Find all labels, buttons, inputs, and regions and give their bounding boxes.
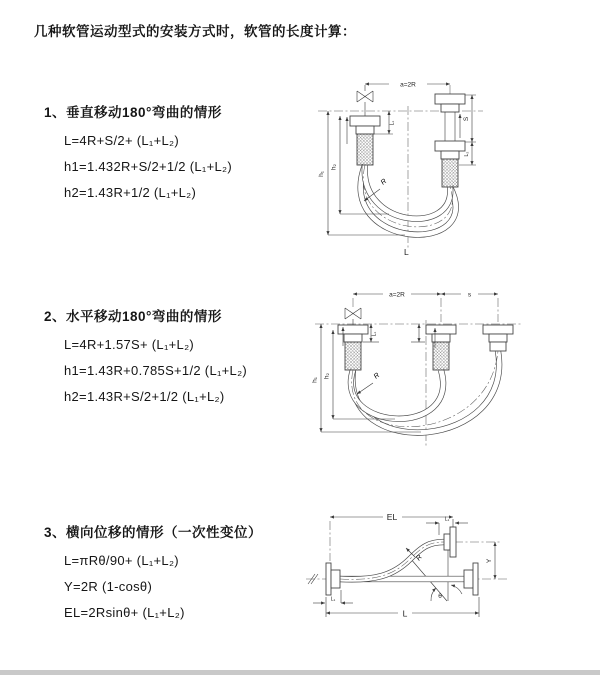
left-flange <box>326 563 340 595</box>
centerlines <box>315 298 521 447</box>
section-2 <box>44 305 247 410</box>
dim-s <box>441 292 498 299</box>
diagram-lateral-displacement <box>298 497 513 645</box>
section-1-heading: 1、垂直移动180°弯曲的情形 <box>44 105 222 120</box>
page-title: 几种软管运动型式的安装方式时，软管的长度计算： <box>34 24 356 39</box>
braided-hose-section <box>357 134 373 165</box>
valve-icon <box>357 91 373 102</box>
formula-h2: h2=1.43R+1/2 (L₁+L₂) <box>64 185 197 200</box>
formula-y: Y=2R (1-cosθ) <box>64 579 153 594</box>
left-pipe <box>350 85 380 165</box>
braided-hose-section <box>345 342 361 370</box>
svg-text:h₂: h₂ <box>330 163 338 171</box>
svg-text:L₁: L₁ <box>330 596 336 603</box>
section-2-formulas <box>64 332 247 410</box>
svg-text:L₁: L₁ <box>371 331 378 337</box>
svg-text:L₁: L₁ <box>389 120 396 126</box>
braided-hose-section <box>442 159 458 187</box>
svg-text:h₂: h₂ <box>323 372 331 380</box>
formula-l: L=4R+S/2+ (L₁+L₂) <box>64 133 179 148</box>
middle-pipe <box>426 325 456 370</box>
svg-text:L₂: L₂ <box>464 151 470 157</box>
right-pipe <box>483 325 513 351</box>
svg-text:R: R <box>372 371 382 381</box>
svg-text:s: s <box>467 291 472 299</box>
dim-fitting <box>411 324 425 342</box>
svg-text:R: R <box>415 553 424 563</box>
dim-l1-top <box>426 517 468 536</box>
upper-flange <box>444 527 456 557</box>
svg-text:θ: θ <box>438 593 442 600</box>
radius-callout <box>357 372 381 394</box>
left-pipe <box>338 319 368 370</box>
svg-text:h₁: h₁ <box>311 377 319 383</box>
dim-el <box>330 512 453 561</box>
length-label: L <box>404 247 409 257</box>
diagram-vertical-180-bend <box>303 64 538 262</box>
svg-text:L₁: L₁ <box>444 516 450 523</box>
right-pipe <box>435 94 465 187</box>
formula-l: L=4R+1.57S+ (L₁+L₂) <box>64 337 195 352</box>
svg-text:a=2R: a=2R <box>389 291 405 299</box>
dim-l <box>326 597 479 619</box>
formula-el: EL=2Rsinθ+ (L₁+L₂) <box>64 605 185 620</box>
svg-text:h₁: h₁ <box>318 171 325 177</box>
dim-a-2r <box>353 292 441 299</box>
braided-hose-section <box>433 342 449 370</box>
svg-text:R: R <box>379 177 389 187</box>
right-flange <box>464 563 478 595</box>
section-2-heading: 2、水平移动180°弯曲的情形 <box>44 309 222 324</box>
svg-text:a=2R: a=2R <box>400 81 416 89</box>
dim-a-2r <box>365 82 450 89</box>
section-3-heading: 3、横向位移的情形（一次性变位） <box>44 525 263 540</box>
dim-y <box>486 542 495 579</box>
svg-text:S: S <box>463 116 470 122</box>
svg-text:Y: Y <box>486 558 493 564</box>
section-1-formulas <box>64 128 232 206</box>
formula-h1: h1=1.432R+S/2+1/2 (L₁+L₂) <box>64 159 232 174</box>
formula-l: L=πRθ/90+ (L₁+L₂) <box>64 553 179 568</box>
formula-h2: h2=1.43R+S/2+1/2 (L₁+L₂) <box>64 389 225 404</box>
svg-text:EL: EL <box>386 512 398 522</box>
svg-text:L: L <box>402 608 408 619</box>
section-3-formulas <box>64 548 262 626</box>
valve-icon <box>345 308 361 319</box>
hose-tubes <box>351 351 499 433</box>
page-bottom-edge <box>0 670 600 675</box>
formula-h1: h1=1.43R+0.785S+1/2 (L₁+L₂) <box>64 363 248 378</box>
dim-l1-bottom <box>313 590 353 603</box>
diagram-horizontal-180-bend <box>303 282 548 454</box>
section-1 <box>44 101 232 206</box>
section-3 <box>44 521 262 626</box>
